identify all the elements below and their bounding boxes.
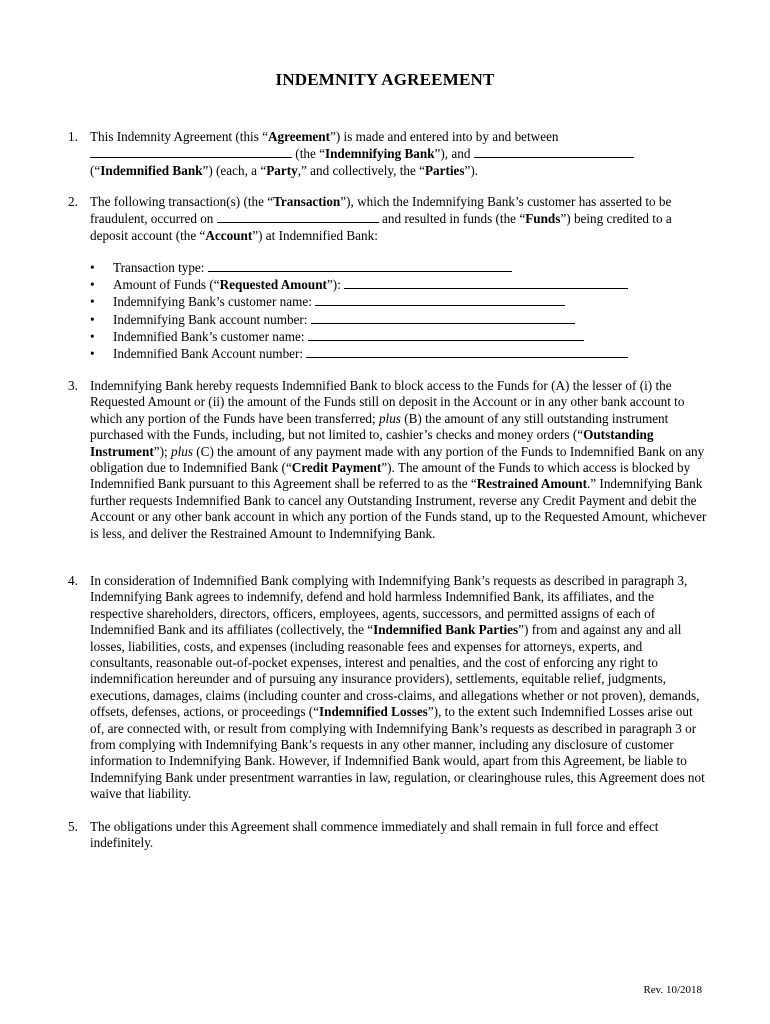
defined-term: Account [205,227,253,243]
list-item [90,345,710,362]
text: Indemnifying Bank hereby requests Indemnified Bank to block access to the Funds for (A) the lesser of (i) the Requested Amount or (ii) the amount of the Funds still on deposit in the Account or in any other bank account to which any portion of the Funds have been transferred; [90,378,685,426]
bullet-icon: • [90,277,95,293]
text: The following transaction(s) (the “ [90,194,274,209]
paragraph-number: 2. [68,194,78,209]
list-item [90,311,710,328]
paragraph-1 [68,129,708,179]
indemnified-bank-blank[interactable] [474,145,634,158]
requested-amount-blank[interactable] [344,276,628,289]
emphasis: plus [170,443,193,459]
text: ”) is made and entered into by and between [330,129,559,144]
field-label: Transaction type: [113,260,208,275]
bullet-icon: • [90,311,95,327]
text: ”) (each, a “ [202,162,267,178]
transaction-type-blank[interactable] [208,259,512,272]
text: ”), to the extent such Indemnified Losses arise out of, are connected with, or result from complying with Indemnifying Bank’s requests as described in paragraph 3 or from complying with Indemnifying Bank’s requests in any other manner, including any disclosure of customer information to Indemnifying Bank. However, if Indemnified Bank would, apart from this Agreement, be liable to Indemnifying Bank under presentment warranties in law, regulation, or clearinghouse rules, this Agreement does not waive that liability. [90,704,705,802]
text: ”). [464,162,479,178]
text: (B) the amount of any still outstanding instrument purchased with the Funds, including, but not limited to, cashier’s checks and money orders (“ [90,410,669,443]
bullet-icon: • [90,260,95,275]
field-label: Amount of Funds (“ [113,277,220,293]
paragraph-number: 3. [68,378,78,393]
revision-label: Rev. 10/2018 [643,984,702,996]
text: ”), which the Indemnifying Bank’s customer has asserted to be fraudulent, occurred on [90,194,672,227]
defined-term: Restrained Amount [476,476,587,492]
text: (the “ [292,146,325,162]
field-label: Indemnifying Bank account number: [113,311,311,327]
indemnified-account-number-blank[interactable] [306,345,628,358]
defined-term: Transaction [273,194,341,209]
paragraph-4 [68,573,708,803]
defined-term: Indemnified Bank Parties [373,622,519,638]
paragraph-body [90,378,708,542]
list-item [90,259,710,276]
defined-term: Indemnified Losses [319,704,428,720]
paragraph-2 [68,194,708,244]
defined-term: Credit Payment [291,460,382,476]
indemnifying-customer-name-blank[interactable] [315,293,565,306]
list-item [90,293,710,310]
transaction-date-blank[interactable] [217,210,379,223]
transaction-details-list [90,259,710,362]
paragraph-number: 1. [68,129,78,144]
field-label: Indemnified Bank Account number: [113,346,307,362]
text: (C) the amount of any payment made with any portion of the Funds to Indemnified Bank on any obligation due to Indemnified Bank (“ [90,443,705,476]
defined-term: Outstanding Instrument [90,427,654,459]
bullet-icon: • [90,328,95,344]
paragraph-body [90,573,708,803]
paragraph-body [90,819,708,852]
paragraph-number: 4. [68,573,78,588]
text: .” Indemnifying Bank further requests Indemnified Bank to cancel any Outstanding Instrument, reverse any Credit Payment and debit the Account or any other bank account in which any portion of the Funds stand, up to the Requested Amount, whichever is less, and deliver the Restrained Amount to Indemnifying Bank. [90,476,707,541]
defined-term: Indemnified Bank [100,162,203,178]
defined-term: Indemnifying Bank [324,146,435,162]
text: The obligations under this Agreement shall commence immediately and shall remain in full force and effect indefinitely. [90,819,659,851]
indemnifying-bank-blank[interactable] [90,145,292,158]
list-item [90,276,710,293]
indemnified-customer-name-blank[interactable] [308,328,584,341]
defined-term: Funds [525,211,561,227]
text: ”) at Indemnified Bank: [252,227,378,243]
defined-term: Parties [424,162,465,178]
field-label: Indemnified Bank’s customer name: [113,328,308,344]
text: (“ [90,162,101,178]
text: ”). The amount of the Funds to which access is blocked by Indemnified Bank pursuant to this Agreement shall be referred to as the “ [90,460,691,492]
field-label: Indemnifying Bank’s customer name: [113,294,316,310]
paragraph-number: 5. [68,819,78,834]
defined-term: Requested Amount [219,277,327,293]
text: ,” and collectively, the “ [297,162,425,178]
bullet-icon: • [90,346,95,362]
document-title: INDEMNITY AGREEMENT [275,70,495,89]
text: In consideration of Indemnified Bank complying with Indemnifying Bank’s requests as described in paragraph 3, Indemnifying Bank agrees to indemnify, defend and hold harmless Indemnified Bank, its affiliates, and the respective shareholders, directors, officers, employees, agents, successors, and permitted assigns of each of Indemnified Bank and its affiliates (collectively, the “ [90,573,688,638]
indemnifying-account-number-blank[interactable] [311,311,575,324]
paragraph-body [90,129,708,179]
list-item [90,328,710,345]
defined-term: Agreement [268,129,331,144]
defined-term: Party [266,162,298,178]
paragraph-5 [68,819,708,852]
bullet-icon: • [90,294,95,310]
text: and resulted in funds (the “ [378,211,526,227]
field-label: ”): [326,277,345,293]
emphasis: plus [378,410,401,426]
text: ”) being credited to a deposit account (the “ [90,211,672,243]
paragraph-3 [68,378,708,542]
text: ”), and [434,146,474,162]
text: ”) from and against any and all losses, liabilities, costs, and expenses (including reasonable fees and expenses for attorneys, experts, and consultants, reasonable out-of-pocket expenses, interest and penalties, and the cost of enforcing any right to indemnification hereunder and of pursuing any insurance providers), settlements, equitable relief, judgments, executions, damages, claims (including counter and cross-claims, and allegations whether or not proven), demands, offsets, defenses, actions, or proceedings (“ [90,622,700,720]
text: This Indemnity Agreement (this “ [90,129,268,144]
paragraph-body [90,194,708,244]
text: ”); [153,443,171,459]
